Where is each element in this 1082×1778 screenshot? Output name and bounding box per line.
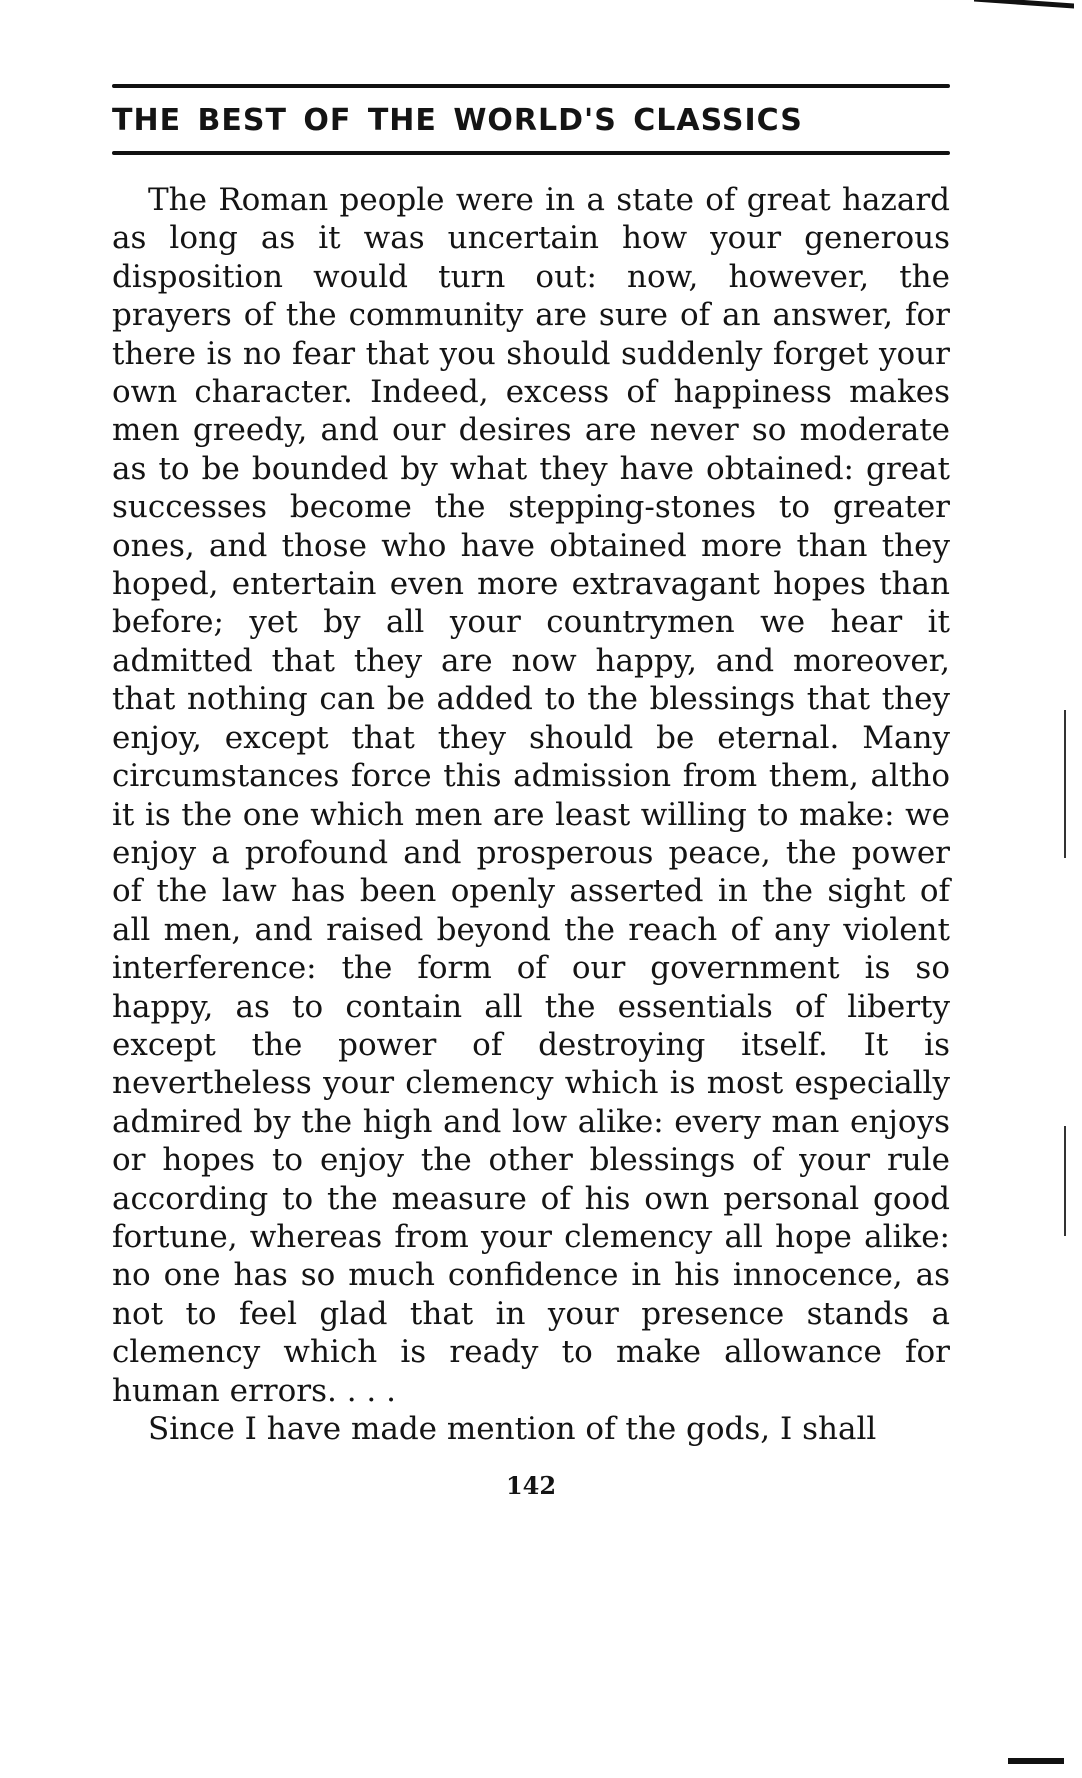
paragraph: Since I have made mention of the gods, I shall	[148, 1411, 877, 1447]
scan-margin-line	[1064, 1126, 1066, 1236]
header-rule-top	[112, 84, 950, 88]
body-text	[112, 181, 950, 1448]
scan-corner-mark-top	[974, 0, 1074, 20]
scan-margin-line	[1064, 710, 1066, 858]
running-head: THE BEST OF THE WORLD'S CLASSICS	[112, 103, 803, 138]
scan-corner-mark-bottom	[1008, 1758, 1064, 1764]
header-rule-bottom	[112, 151, 950, 155]
book-page	[112, 84, 950, 1501]
paragraph: The Roman people were in a state of great hazard as long as it was uncertain how your generous disposition would turn out: now, however, the prayers of the community are sure of an answer, for there is no fear that you should suddenly forget your own character. Indeed, excess of happiness makes men greedy, and our desires are never so moderate as to be bounded by what they have obtained: great successes become the stepping-stones to greater ones, and those who have obtained more than they hoped, entertain even more extravagant hopes than before; yet by all your countrymen we hear it admitted that they are now happy, and moreover, that nothing can be added to the blessings that they enjoy, except that they should be eternal. Many circumstances force this admission from them, altho it is the one which men are least willing to make: we enjoy a profound and prosperous peace, the power of the law has been openly asserted in the sight of all men, and raised beyond the reach of any violent interference: the form of our government is so happy, as to contain all the essentials of liberty except the power of destroying itself. It is nevertheless your clemency which is most especially admired by the high and low alike: every man enjoys or hopes to enjoy the other blessings of your rule according to the measure of his own personal good fortune, whereas from your clemency all hope alike: no one has so much confidence in his innocence, as not to feel glad that in your presence stands a clemency which is ready to make allowance for human errors. . . .	[112, 182, 950, 1409]
page-number: 142	[505, 1471, 557, 1501]
